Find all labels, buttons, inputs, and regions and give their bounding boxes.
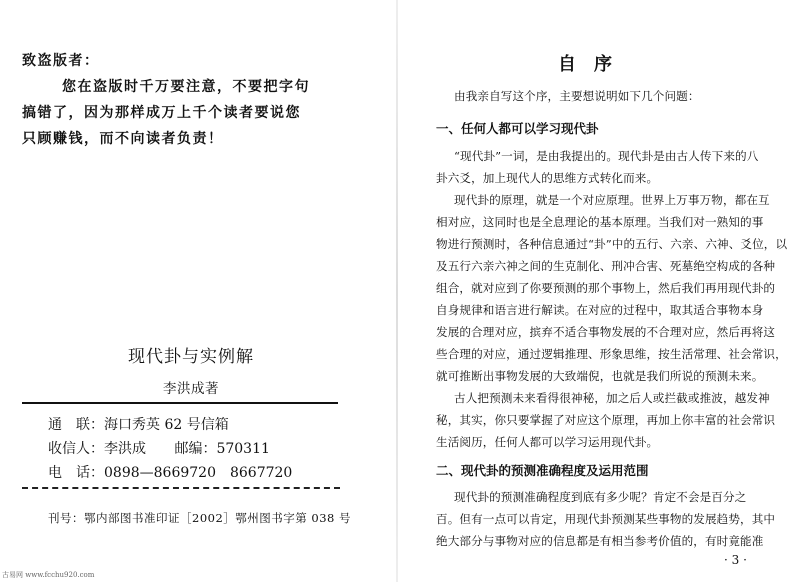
section-1-heading: 一、任何人都可以学习现代卦 xyxy=(436,121,599,136)
para2-line: 自身规律和语言进行解读。在对应的过程中，取其适合事物本身 xyxy=(436,303,764,317)
para2-line: 就可推断出事物发展的大致端倪，也就是我们所说的预测未来。 xyxy=(436,369,764,383)
notice-line-1: 您在盗版时千万要注意，不要把字句 xyxy=(62,79,310,95)
para2-line: 些合理的对应，通过逻辑推理、形象思维，按生活常理、社会常识， xyxy=(436,347,787,361)
notice-salutation: 致盗版者： xyxy=(22,53,100,69)
para2-line: 及五行六亲六神之间的生克制化、刑冲合害、死墓绝空构成的各种 xyxy=(436,259,776,273)
recipient-value: 李洪成 xyxy=(104,441,146,457)
para2-line: 发展的合理对应，摈弃不适合事物发展的不合理对应，然后再将这 xyxy=(436,325,776,339)
contact-recipient xyxy=(48,438,270,458)
address-value: 海口秀英 62 号信箱 xyxy=(104,417,229,433)
para1-line: 卦六爻，加上现代人的思维方式转化而来。 xyxy=(436,171,659,185)
postcode-label: 邮编： xyxy=(174,441,217,457)
notice-line-2: 搞错了，因为那样成万上千个读者要说您 xyxy=(22,105,301,121)
notice-line-3: 只顾赚钱，而不向读者负责！ xyxy=(22,131,224,147)
author: 李洪成著 xyxy=(163,381,219,397)
postcode-value: 570311 xyxy=(216,441,270,457)
para4-line: 绝大部分与事物对应的信息都是有相当参考价值的，有时竟能准 xyxy=(436,534,764,548)
book-spine xyxy=(396,0,398,582)
para3-line: 秘，其实，你只要掌握了对应这个原理，再加上你丰富的社会常识 xyxy=(436,413,776,427)
phone-label: 电 话： xyxy=(48,465,104,481)
book-title: 现代卦与实例解 xyxy=(128,347,254,367)
para2-line: 组合，就对应到了你要预测的那个事物上，然后我们再用现代卦的 xyxy=(436,281,776,295)
para2-line: 相对应，这同时也是全息理论的基本原理。当我们对一熟知的事 xyxy=(436,215,764,229)
permit-number: 刊号：鄂内部图书准印证［2002］鄂州图书字第 038 号 xyxy=(48,511,352,525)
para3-line: 古人把预测未来看得很神秘，加之后人或拦截或推波，越发神 xyxy=(454,391,770,405)
divider-top xyxy=(22,402,338,404)
watermark: 古易网 www.fcchu920.com xyxy=(2,571,95,579)
contact-address xyxy=(48,414,229,434)
recipient-label: 收信人： xyxy=(48,441,104,457)
preface-title: 自 序 xyxy=(558,54,612,75)
para3-line: 生活阅历，任何人都可以学习运用现代卦。 xyxy=(436,435,659,449)
para4-line: 百。但有一点可以肯定，用现代卦预测某些事物的发展趋势，其中 xyxy=(436,512,776,526)
para2-line: 物进行预测时，各种信息通过“卦”中的五行、六亲、六神、爻位，以 xyxy=(436,237,788,251)
para1-line: “现代卦”一词，是由我提出的。现代卦是由古人传下来的八 xyxy=(454,149,759,163)
contact-phone xyxy=(48,462,292,482)
para2-line: 现代卦的原理，就是一个对应原理。世界上万事万物，都在互 xyxy=(454,193,770,207)
page-number: · 3 · xyxy=(724,553,747,567)
address-label: 通 联： xyxy=(48,417,104,433)
phone-value: 0898—8669720 8667720 xyxy=(104,465,293,481)
divider-bottom xyxy=(22,487,340,489)
section-2-heading: 二、现代卦的预测准确程度及运用范围 xyxy=(436,463,649,478)
preface-intro: 由我亲自写这个序，主要想说明如下几个问题： xyxy=(454,89,700,103)
para4-line: 现代卦的预测准确程度到底有多少呢？肯定不会是百分之 xyxy=(454,490,747,504)
